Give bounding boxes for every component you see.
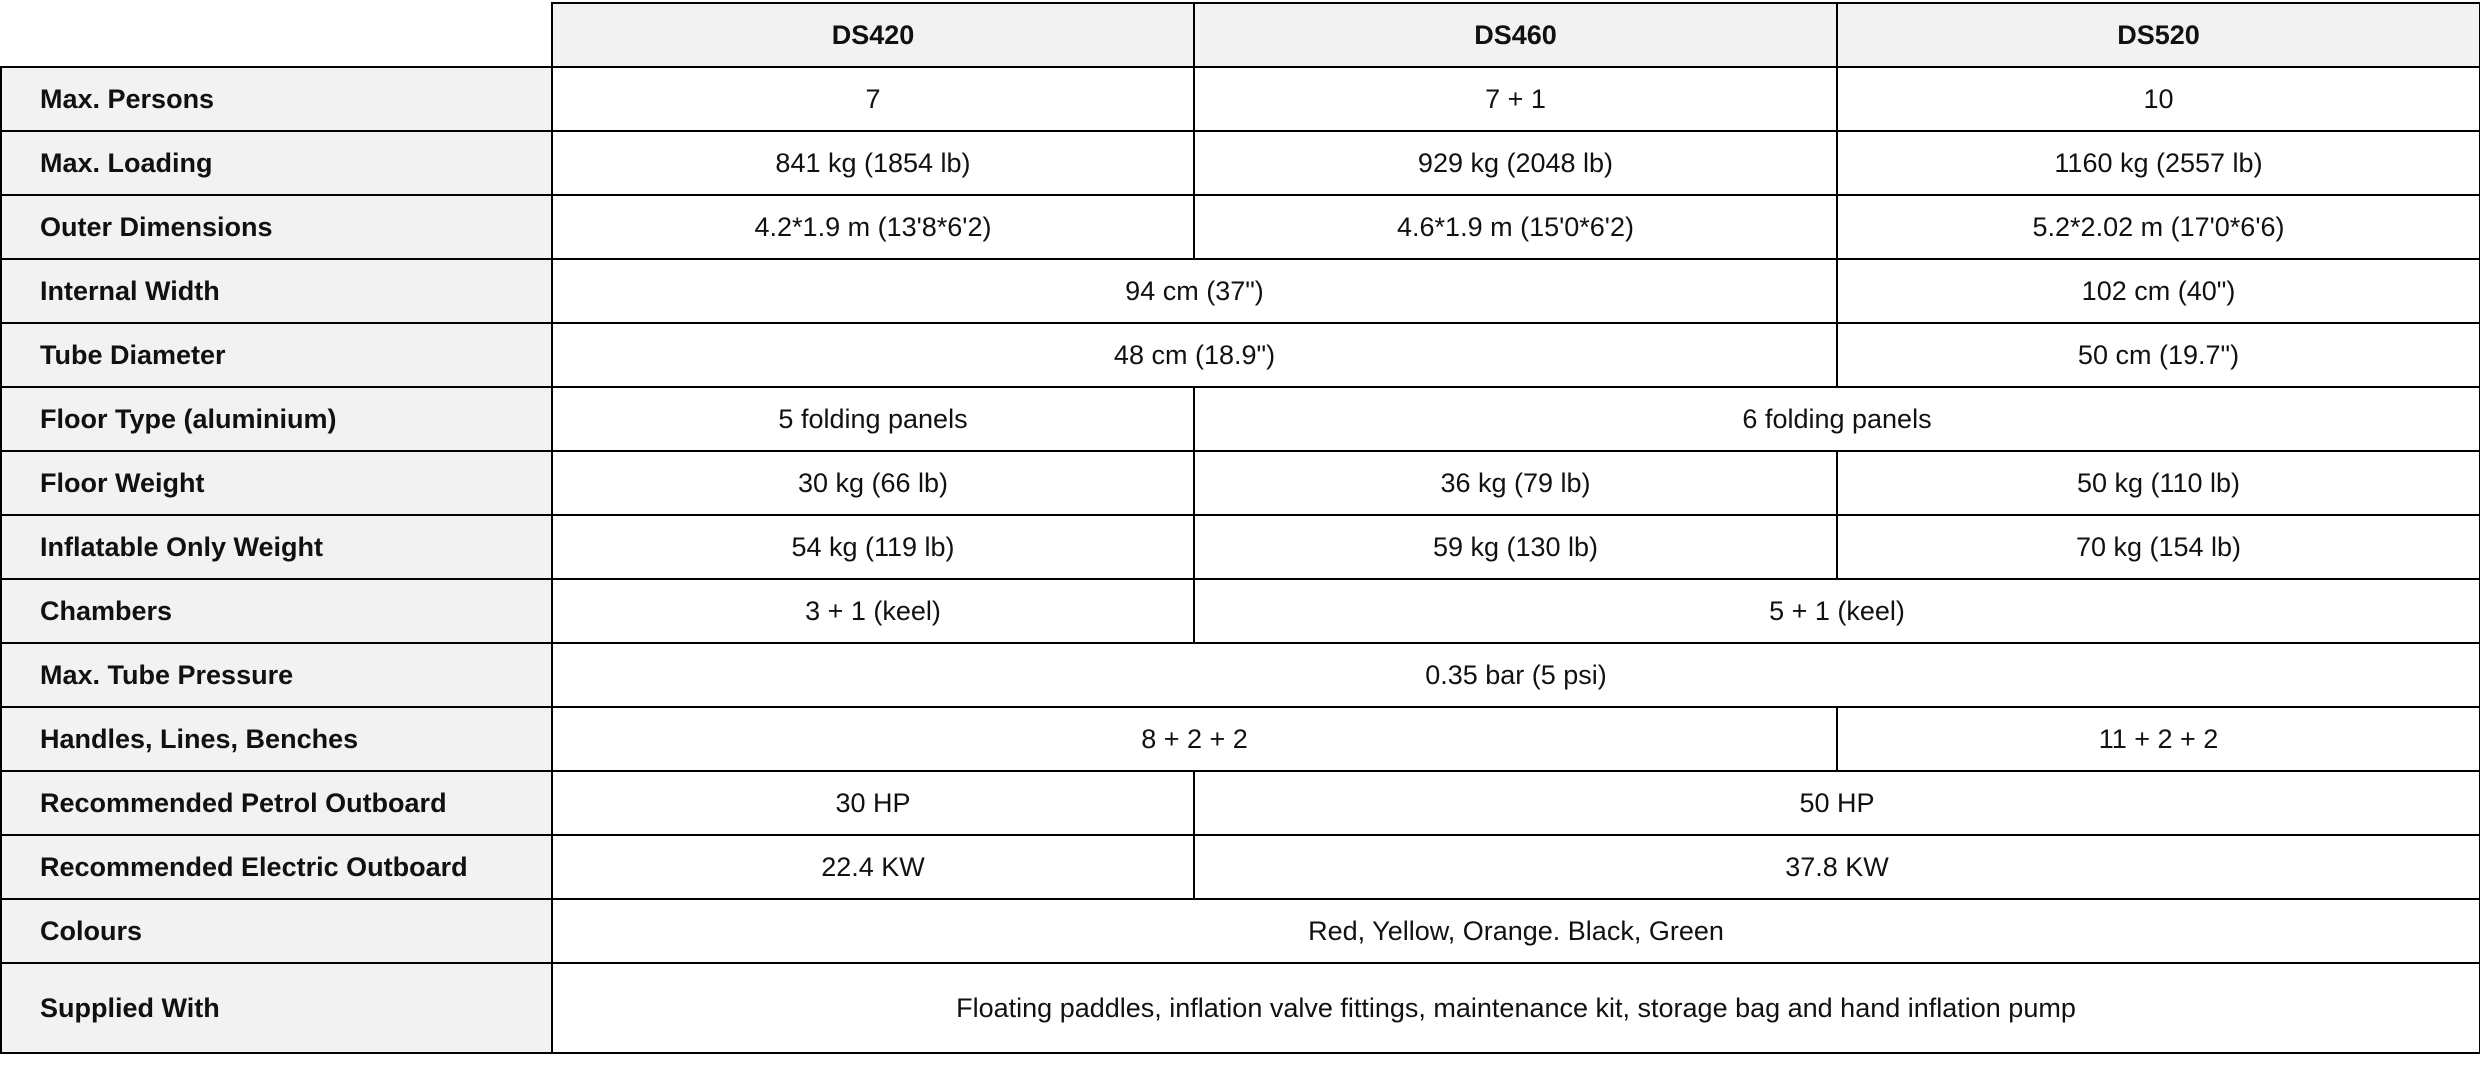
spec-value: 1160 kg (2557 lb) [1837,131,2480,195]
spec-value: 11 + 2 + 2 [1837,707,2480,771]
spec-row [1,131,2480,195]
spec-value: 54 kg (119 lb) [552,515,1194,579]
spec-value: 30 HP [552,771,1194,835]
spec-value: 50 HP [1194,771,2480,835]
spec-row [1,963,2480,1053]
spec-row [1,387,2480,451]
spec-row [1,579,2480,643]
spec-label: Max. Tube Pressure [1,643,552,707]
spec-value: Red, Yellow, Orange. Black, Green [552,899,2480,963]
spec-value: 48 cm (18.9") [552,323,1837,387]
spec-label: Inflatable Only Weight [1,515,552,579]
spec-row [1,451,2480,515]
spec-value: 37.8 KW [1194,835,2480,899]
spec-value: 4.2*1.9 m (13'8*6'2) [552,195,1194,259]
spec-value: 8 + 2 + 2 [552,707,1837,771]
spec-value: 94 cm (37") [552,259,1837,323]
spec-label: Max. Persons [1,67,552,131]
spec-value: Floating paddles, inflation valve fittings, maintenance kit, storage bag and hand inflation pump [552,963,2480,1053]
spec-label: Outer Dimensions [1,195,552,259]
spec-value: 70 kg (154 lb) [1837,515,2480,579]
spec-value: 6 folding panels [1194,387,2480,451]
spec-value: 0.35 bar (5 psi) [552,643,2480,707]
spec-value: 3 + 1 (keel) [552,579,1194,643]
spec-label: Chambers [1,579,552,643]
spec-row [1,515,2480,579]
header-corner [1,3,552,67]
spec-table-body [1,67,2480,1053]
spec-table [0,2,2480,1054]
spec-value: 7 + 1 [1194,67,1837,131]
spec-value: 50 cm (19.7") [1837,323,2480,387]
spec-label: Tube Diameter [1,323,552,387]
spec-label: Recommended Electric Outboard [1,835,552,899]
spec-label: Max. Loading [1,131,552,195]
spec-value: 5.2*2.02 m (17'0*6'6) [1837,195,2480,259]
spec-row [1,195,2480,259]
spec-value: 50 kg (110 lb) [1837,451,2480,515]
spec-value: 4.6*1.9 m (15'0*6'2) [1194,195,1837,259]
spec-label: Colours [1,899,552,963]
spec-value: 102 cm (40") [1837,259,2480,323]
spec-row [1,323,2480,387]
header-row [1,3,2480,67]
spec-row [1,259,2480,323]
spec-label: Recommended Petrol Outboard [1,771,552,835]
spec-label: Handles, Lines, Benches [1,707,552,771]
spec-row [1,835,2480,899]
spec-value: 36 kg (79 lb) [1194,451,1837,515]
spec-value: 5 folding panels [552,387,1194,451]
spec-value: 841 kg (1854 lb) [552,131,1194,195]
model-header: DS520 [1837,3,2480,67]
spec-value: 30 kg (66 lb) [552,451,1194,515]
spec-table-header [1,3,2480,67]
spec-value: 10 [1837,67,2480,131]
model-header: DS420 [552,3,1194,67]
spec-value: 5 + 1 (keel) [1194,579,2480,643]
spec-label: Floor Type (aluminium) [1,387,552,451]
spec-row [1,707,2480,771]
spec-row [1,899,2480,963]
spec-value: 59 kg (130 lb) [1194,515,1837,579]
spec-value: 22.4 KW [552,835,1194,899]
spec-row [1,643,2480,707]
spec-row [1,771,2480,835]
spec-label: Floor Weight [1,451,552,515]
spec-label: Internal Width [1,259,552,323]
spec-value: 929 kg (2048 lb) [1194,131,1837,195]
spec-row [1,67,2480,131]
spec-label: Supplied With [1,963,552,1053]
spec-value: 7 [552,67,1194,131]
model-header: DS460 [1194,3,1837,67]
